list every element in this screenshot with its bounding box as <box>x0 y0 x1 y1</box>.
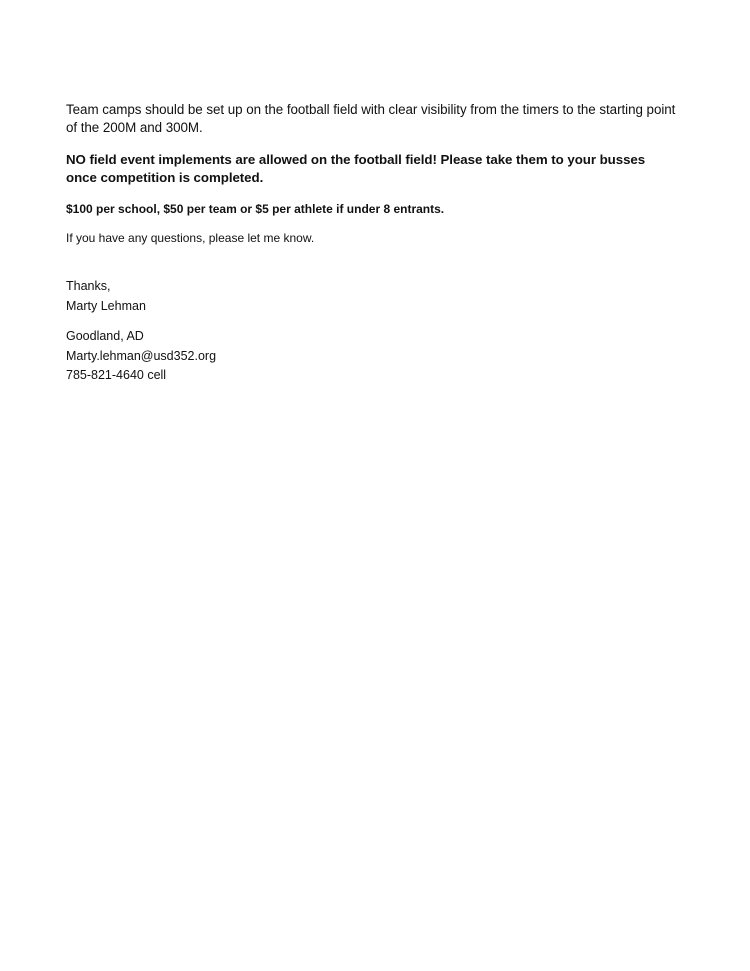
fees-line: $100 per school, $50 per team or $5 per athlete if under 8 entrants. <box>66 202 445 216</box>
contact-block <box>66 327 676 386</box>
signer-phone: 785-821-4640 cell <box>66 368 167 382</box>
signer-name: Marty Lehman <box>66 298 146 313</box>
questions-line: If you have any questions, please let me know. <box>66 231 315 245</box>
signature-block <box>66 277 676 316</box>
signer-email: Marty.lehman@usd352.org <box>66 348 217 363</box>
closing-line: Thanks, <box>66 279 111 293</box>
camps-paragraph: Team camps should be set up on the football field with clear visibility from the timers to the starting point of the 200M and 300M. <box>66 102 676 135</box>
document-body <box>66 101 676 386</box>
implements-notice: NO field event implements are allowed on the football field! Please take them to your busses once competition is completed. <box>66 152 646 185</box>
signer-title: Goodland, AD <box>66 329 144 343</box>
